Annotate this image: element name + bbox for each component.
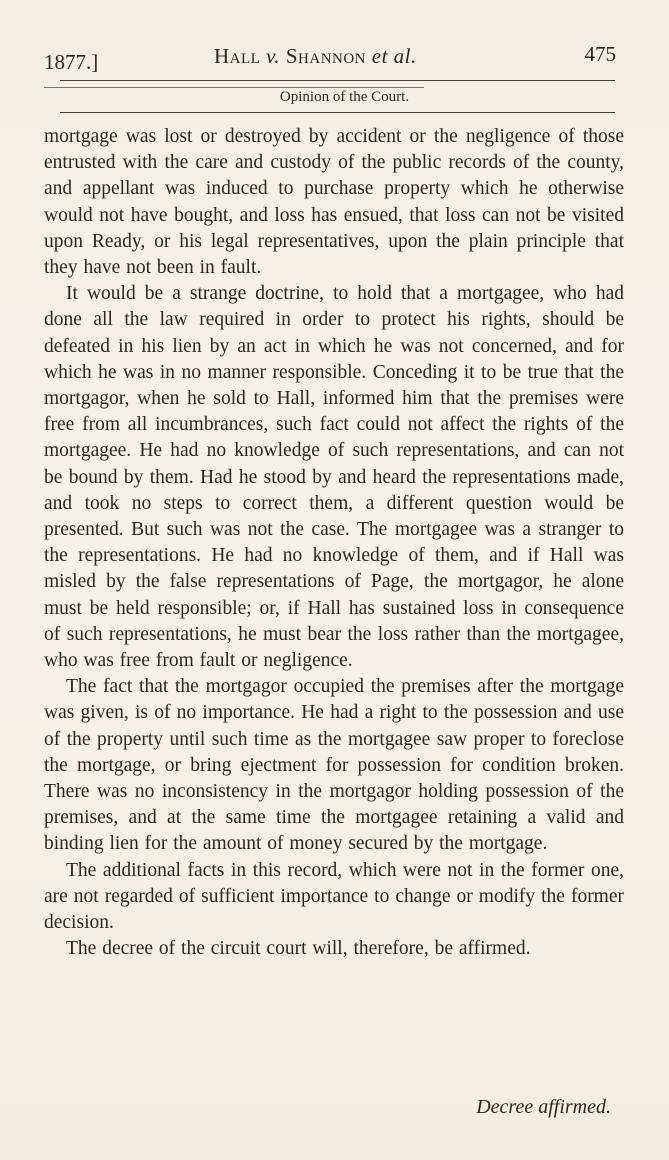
case-title-versus: v.: [266, 44, 281, 68]
case-title-etal: et al.: [371, 44, 417, 68]
paragraph-3: The fact that the mortgagor occupied the premises after the mortgage was given, is of no importance. He had a right to the possession and use of the property until such time as the mortgagee saw proper to foreclose the mortgage, or bring ejectment for possession for condition broken. There was no inconsistency in the mortgagor holding possession of the premises, and at the same time the mortgagee retaining a valid and binding lien for the amount of money secured by the mortgage.: [44, 676, 624, 855]
header-rule-bottom: [60, 112, 615, 113]
decree-closing: Decree affirmed.: [476, 1096, 611, 1118]
case-title-party1: Hall: [214, 44, 261, 68]
opinion-body: [44, 124, 624, 963]
paragraph-2: It would be a strange doctrine, to hold that a mortgagee, who had done all the law required in order to protect his rights, should be defeated in his lien by an act in which he was not concerned, and for which he was in no manner responsible. Conceding it to be true that the mortgagor, when he sold to Hall, informed him that the premises were free from all incumbrances, such fact could not affect the rights of the mortgagee. He had no knowledge of such representations, and can not be bound by them. Had he stood by and heard the representations made, and took no steps to correct them, a different question would be presented. But such was not the case. The mortgagee was a stranger to the representations. He had no knowledge of them, and if Hall was misled by the false representations of Page, the mortgagor, he alone must be held responsible; or, if Hall has sustained loss in consequence of such representations, he must bear the loss rather than the mortgagee, who was free from fault or negligence.: [44, 283, 624, 672]
header-rule-thin: [44, 87, 424, 88]
running-header: [44, 40, 616, 74]
header-year: 1877.]: [44, 50, 99, 74]
header-rule-top: [60, 80, 615, 81]
case-title-party2: Shannon: [285, 44, 367, 68]
case-title: [214, 44, 417, 69]
paragraph-1: mortgage was lost or destroyed by accident or the negligence of those entrusted with the care and custody of the public records of the county, and appellant was induced to purchase property which he otherwise would not have bought, and loss has ensued, that loss can not be visited upon Ready, or his legal representatives, upon the plain principle that they have not been in fault.: [44, 126, 624, 279]
paragraph-5: The decree of the circuit court will, therefore, be affirmed.: [66, 938, 531, 960]
paragraph-4: The additional facts in this record, which were not in the former one, are not regarded of sufficient importance to change or modify the former decision.: [44, 859, 624, 934]
section-subheading: Opinion of the Court.: [279, 89, 410, 105]
page-number: 475: [584, 42, 616, 66]
